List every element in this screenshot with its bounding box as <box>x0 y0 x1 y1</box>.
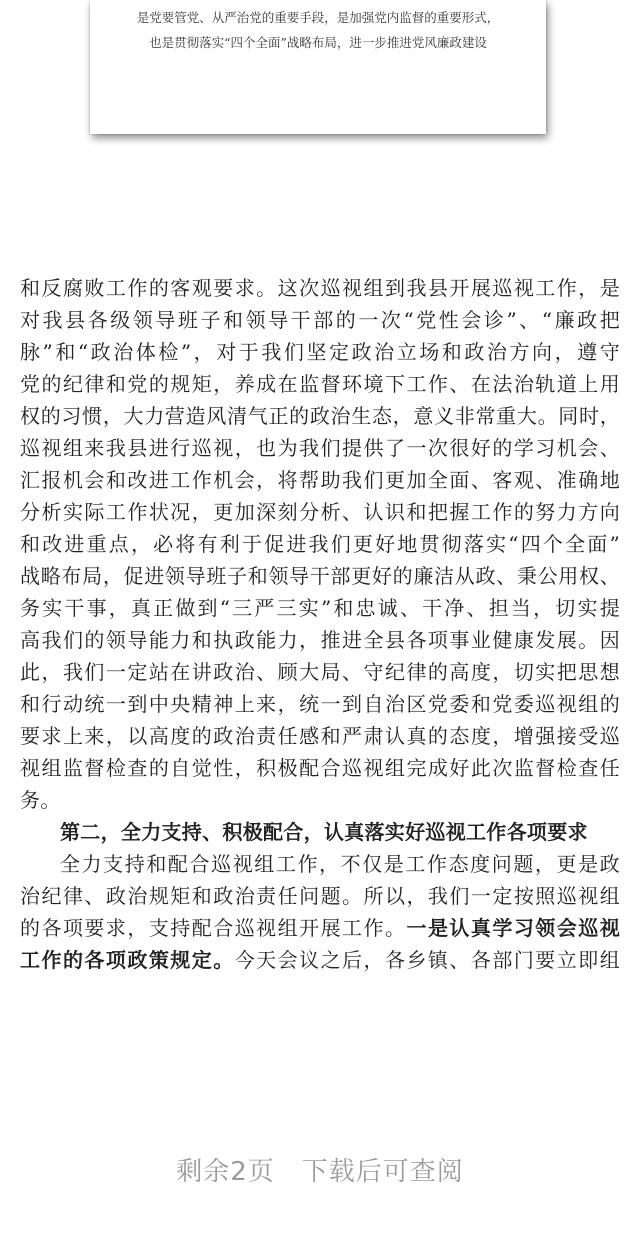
text-line: 分析实际工作状况，更加深刻分析、认识和把握工作的努力方向 <box>20 500 620 524</box>
text-run: 今天会议之后，各乡镇、各部门要立即组 <box>234 948 620 972</box>
text-line: 权的习惯，大力营造风清气正的政治生态，意义非常重大。同时， <box>20 404 620 428</box>
text-line: 党的纪律和党的规矩，养成在监督环境下工作、在法治轨道上用 <box>20 372 620 396</box>
text-line: 要求上来，以高度的政治责任感和严肃认真的态度，增强接受巡 <box>20 724 620 748</box>
article-body <box>20 272 620 976</box>
text-line: 务实干事，真正做到“三严三实”和忠诚、干净、担当，切实提 <box>20 596 620 620</box>
text-line: 视组监督检查的自觉性，积极配合巡视组完成好此次监督检查任 <box>20 756 620 780</box>
preview-text-line: 是党要管党、从严治党的重要手段，是加强党内监督的重要形式， <box>136 10 500 25</box>
bold-text-run: 一是认真学习领会巡视 <box>406 916 620 940</box>
text-run: 的各项要求，支持配合巡视组开展工作。 <box>20 916 407 940</box>
text-line: 此，我们一定站在讲政治、顾大局、守纪律的高度，切实把思想 <box>20 660 620 684</box>
bold-text-run: 工作的各项政策规定。 <box>20 948 235 972</box>
remaining-pages-banner[interactable] <box>0 1150 640 1194</box>
download-to-view-link[interactable]: 下载后可查阅 <box>301 1157 464 1187</box>
text-line: 战略布局，促进领导班子和领导干部更好的廉洁从政、秉公用权、 <box>20 564 620 588</box>
preview-text-line: 也是贯彻落实“四个全面”战略布局，进一步推进党风廉政建设 <box>149 35 487 50</box>
section-heading: 第二，全力支持、积极配合，认真落实好巡视工作各项要求 <box>60 820 588 844</box>
text-line: 和反腐败工作的客观要求。这次巡视组到我县开展巡视工作，是 <box>20 276 620 300</box>
text-line: 脉”和“政治体检”，对于我们坚定政治立场和政治方向，遵守 <box>20 340 620 364</box>
text-line: 全力支持和配合巡视组工作，不仅是工作态度问题，更是政 <box>60 852 620 876</box>
text-line: 和行动统一到中央精神上来，统一到自治区党委和党委巡视组的 <box>20 692 620 716</box>
remaining-pages-label[interactable]: 剩余2页 <box>176 1157 275 1187</box>
text-line: 高我们的领导能力和执政能力，推进全县各项事业健康发展。因 <box>20 628 620 652</box>
text-line <box>20 912 620 944</box>
text-line: 对我县各级领导班子和领导干部的一次“党性会诊”、“廉政把 <box>20 308 620 332</box>
text-line: 务。 <box>20 788 61 812</box>
text-line: 汇报机会和改进工作机会，将帮助我们更加全面、客观、准确地 <box>20 468 620 492</box>
text-line: 和改进重点，必将有利于促进我们更好地贯彻落实“四个全面” <box>20 532 620 556</box>
text-line: 巡视组来我县进行巡视，也为我们提供了一次很好的学习机会、 <box>20 436 620 460</box>
preview-page-card <box>90 0 546 134</box>
text-line: 治纪律、政治规矩和政治责任问题。所以，我们一定按照巡视组 <box>20 884 620 908</box>
text-line <box>20 944 620 976</box>
